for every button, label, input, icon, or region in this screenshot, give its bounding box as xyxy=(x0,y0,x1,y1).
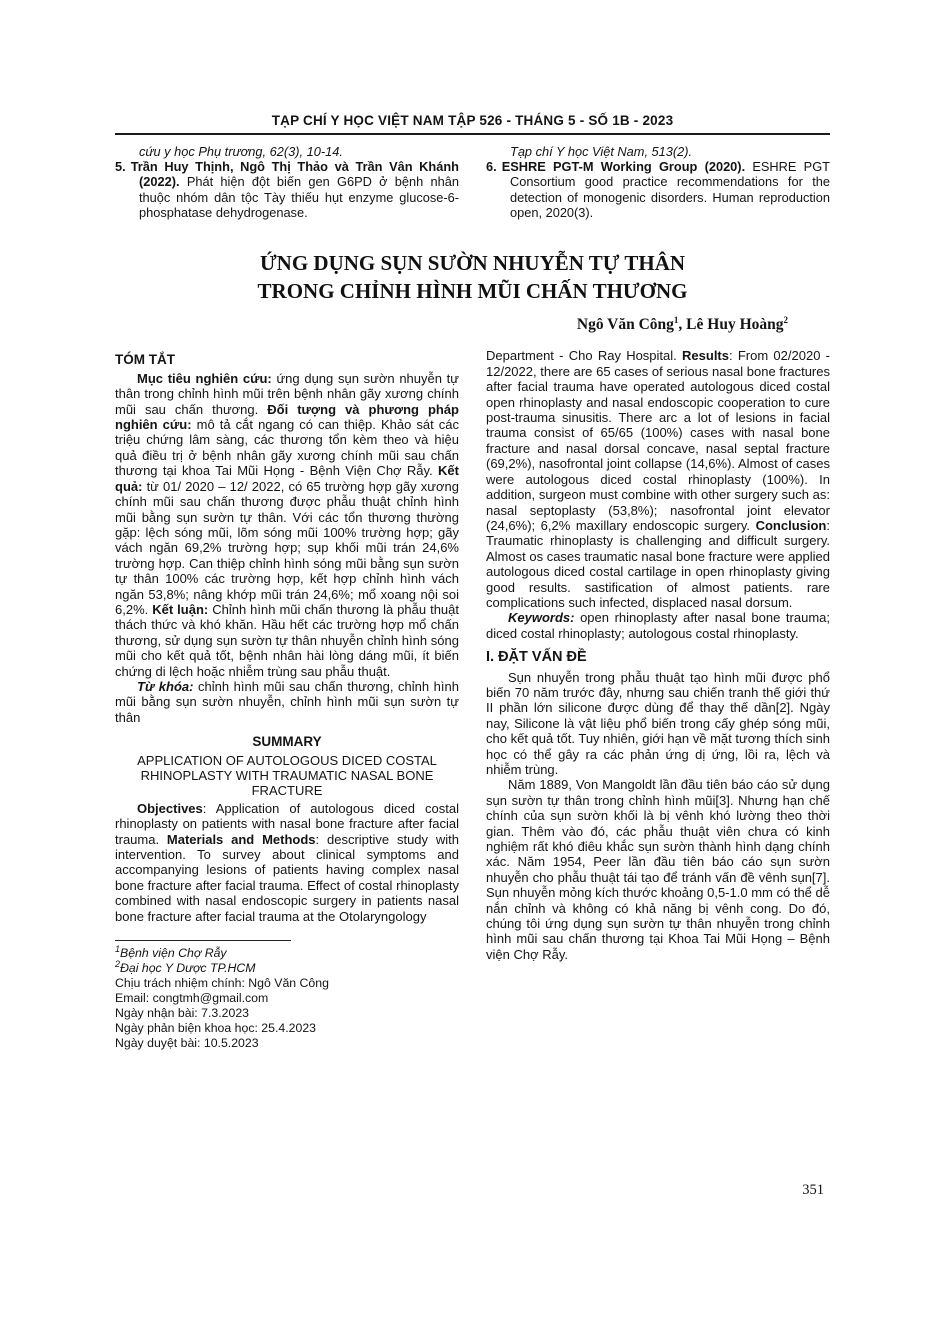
journal-running-head xyxy=(115,113,830,135)
article-title xyxy=(115,250,830,305)
summary-objectives-label: Objectives xyxy=(137,800,203,816)
introduction-heading: I. ĐẶT VẤN ĐỀ xyxy=(486,649,587,666)
footnote-affiliation-1 xyxy=(115,943,459,961)
keywords-label-en: Keywords: xyxy=(508,610,575,626)
article-title-line-2: TRONG CHỈNH HÌNH MŨI CHẤN THƯƠNG xyxy=(257,278,688,303)
footnote-email: Email: congtmh@gmail.com xyxy=(115,991,269,1006)
footnote-separator-rule xyxy=(115,940,291,941)
summary-english-title: APPLICATION OF AUTOLOGOUS DICED COSTAL RHINOPLASTY WITH TRAUMATIC NASAL BONE FRACTURE xyxy=(137,752,437,799)
abstract-methods-label: Đối tượng và phương pháp nghiên cứu: xyxy=(115,401,459,433)
abstract-methods-text: mô tả cắt ngang có can thiệp. Khảo sát các triệu chứng lâm sàng, các thương tổn kèm theo và hiệu quả điều trị ở bệnh nhân gãy xương chính mũi sau chấn thương tại khoa Tai Mũi Họng - Bệnh Viện Chợ Rẫy. xyxy=(115,417,460,479)
abstract-results-label: Kết quả: xyxy=(115,463,459,494)
abstract-conclusion-text: Chỉnh hình mũi chấn thương là phẫu thuật thách thức và khó khăn. Hầu hết các trường hợp mổ chấn thương, sử dụng sụn sườn tự thân nhuyễn chỉnh hình sóng mũi cho kết quả tốt, bệnh nhân hài lòng dáng mũi, ít biến chứng di lệch hoặc nhiễm trùng sau phẫu thuật. xyxy=(115,601,460,679)
summary-heading: SUMMARY xyxy=(252,734,322,750)
author-2-name: , Lê Huy Hoàng xyxy=(678,316,784,334)
article-title-line-1: ỨNG DỤNG SỤN SƯỜN NHUYỄN TỰ THÂN xyxy=(259,251,686,276)
references-right-column xyxy=(486,144,830,220)
abstract-paragraph-vi xyxy=(115,371,459,679)
footnote-date-accepted: Ngày duyệt bài: 10.5.2023 xyxy=(115,1036,259,1051)
reference-5-continuation: Tạp chí Y học Việt Nam, 513(2). xyxy=(510,144,693,159)
footnote-corresponding-author: Chịu trách nhiệm chính: Ngô Văn Công xyxy=(115,976,329,991)
abstract-results-text: từ 01/ 2020 – 12/ 2022, có 65 trường hợp gãy xương chính mũi sau chấn thương được phẫu thuật chỉnh hình mũi bằng sụn sườn tự thân. Với các tổn thương thường gặp: lệch sóng mũi, lõm sóng mũi 100% trường hợp; gãy vách ngăn 69,2% trường hợp; sụp khối mũi trán 24,6% trường hợp. Can thiệp chỉnh hình sóng mũi bằng sụn sườn tự thân 100% các trường hợp, kết hợp chỉnh hình vách ngăn 53,8%; nâng khớp mũi trán 24,6%; mổ xoang nội soi 6,2%. xyxy=(115,478,459,617)
footnote-date-received: Ngày nhận bài: 7.3.2023 xyxy=(115,1006,250,1021)
reference-6-authors: ESHRE PGT-M Working Group (2020). xyxy=(501,159,746,175)
summary-methods-text: : descriptive study with intervention. To survey about clinical symptoms and accompanying lesions of patients having complex nasal bone fracture after facial trauma. Effect of costal rhinoplasty combined with nasal endoscopic surgery in patients nasal bone fracture after facial trauma at the Otolaryngology xyxy=(115,831,460,924)
author-line xyxy=(115,316,830,334)
reference-4-continuation: cứu y học Phụ trương, 62(3), 10-14. xyxy=(139,144,343,159)
summary-conclusion-text: : Traumatic rhinoplasty is challenging and difficult surgery. Almost os cases traumatic nasal bone fracture were applied autologous diced costal cartilage in open rhinoplasty giving good results. sastification of almost patients. rare complications such infected, displaced nasal dorsum. xyxy=(486,517,830,610)
abstract-conclusion-label: Kết luận: xyxy=(152,601,209,617)
keywords-paragraph-vi xyxy=(115,679,459,725)
reference-5-number: 5. xyxy=(115,159,126,175)
footnote-block xyxy=(115,940,459,1051)
summary-paragraph-right xyxy=(486,348,830,610)
footnote-affiliation-2 xyxy=(115,958,459,976)
keywords-paragraph-en xyxy=(486,610,830,641)
keywords-label-vi: Từ khóa: xyxy=(137,678,194,694)
author-2-affiliation-mark: 2 xyxy=(783,315,788,326)
keywords-text-en: open rhinoplasty after nasal bone trauma; diced costal rhinoplasty; autologous costal rhinoplasty. xyxy=(486,610,830,641)
abstract-heading-vi: TÓM TẮT xyxy=(115,352,175,368)
footnote-affiliation-1-text: Bệnh viện Chợ Rẫy xyxy=(120,946,227,961)
summary-paragraph-left xyxy=(115,801,459,924)
right-column xyxy=(486,348,830,1051)
keywords-text-vi: chỉnh hình mũi sau chấn thương, chỉnh hình mũi bằng sụn sườn nhuyễn, chỉnh hình mũi sụn sườn tự thân xyxy=(115,678,459,725)
reference-item-5 xyxy=(115,159,459,220)
article-body xyxy=(115,348,830,1051)
page-number: 351 xyxy=(802,1182,824,1198)
introduction-paragraph-1: Sụn nhuyễn trong phẫu thuật tạo hình mũi được phổ biến 70 năm trước đây, nhưng sau chiến tranh thế giới thứ II phần lớn silicone được dùng để thay thế dần[2]. Ngày nay, Silicone là vật liệu phổ biến trong cấy ghép sóng mũi, cho kết quả tốt. Tuy nhiên, giới hạn về mặt tương thích sinh học có thể gây ra các phản ứng dị ứng, lồi ra, lệch và nhiễm trùng. xyxy=(486,669,830,778)
reference-6-text: ESHRE PGT Consortium good practice recommendations for the detection of monogenic disorders. Human reproduction open, 2020(3). xyxy=(510,159,830,220)
reference-5-text: Phát hiện đột biến gen G6PD ở bệnh nhân thuộc nhóm dân tộc Tày thiếu hụt enzyme glucose-6-phosphatase dehydrogenase. xyxy=(139,174,459,220)
footnote-affiliation-1-mark: 1 xyxy=(115,943,121,954)
footnote-date-reviewed: Ngày phản biện khoa học: 25.4.2023 xyxy=(115,1021,317,1036)
reference-item-6 xyxy=(486,159,830,220)
footnote-affiliation-2-text: Đại học Y Dược TP.HCM xyxy=(120,961,256,976)
summary-department-text: Department - Cho Ray Hospital. xyxy=(486,348,683,364)
references-left-column xyxy=(115,144,459,220)
author-1-affiliation-mark: 1 xyxy=(673,315,679,326)
summary-results-label: Results xyxy=(682,348,729,364)
footnote-affiliation-2-mark: 2 xyxy=(115,958,121,969)
references-section xyxy=(115,144,830,220)
reference-6-number: 6. xyxy=(486,159,497,175)
author-1-name: Ngô Văn Công xyxy=(576,316,674,334)
abstract-objective-label: Mục tiêu nghiên cứu: xyxy=(137,370,272,386)
summary-objectives-text: : Application of autologous diced costal rhinoplasty on patients with nasal bone fracture after facial trauma. xyxy=(115,800,459,847)
journal-header-title: TẠP CHÍ Y HỌC VIỆT NAM TẬP 526 - THÁNG 5 - SỐ 1B - 2023 xyxy=(271,113,674,128)
reference-5-authors: Trần Huy Thịnh, Ngô Thị Thảo và Trần Vân Khánh (2022). xyxy=(130,159,459,190)
left-column xyxy=(115,348,459,1051)
introduction-paragraph-2: Năm 1889, Von Mangoldt lần đầu tiên báo cáo sử dụng sụn sườn tự thân trong chỉnh hình mũi[3]. Nhưng hạn chế chính của sụn sườn khối là bị vênh khó lường theo thời gian. Thêm vào đó, các phẫu thuật viên chưa có kinh nghiệm rất khó điêu khắc sụn sườn thành hình dạng chính xác. Năm 1954, Peer lần đầu tiên báo cáo sụn sườn nhuyễn cho phẫu thuật tái tạo để tránh vấn đề vênh sụn[7]. Sụn nhuyễn mỏng kích thước khoảng 0,5-1.0 mm có thể dễ nắn chỉnh và không có khả năng bị vênh cong. Do đó, chúng tôi ứng dụng sụn sườn tự thân nhuyễn trong chỉnh hình mũi sau chấn thương tại Khoa Tai Mũi Họng – Bệnh viện Chợ Rẫy. xyxy=(486,777,830,962)
summary-results-text: : From 02/2020 - 12/2022, there are 65 cases of serious nasal bone fractures after facial trauma have operated autologous diced costal open rhinoplasty and nasal endoscopic cooperation to cure post-trauma sinusitis. There arc a lot of lesions in facial trauma consist of 65/65 (100%) cases with nasal bone fracture and nasal dorsal concave, nasal septal fracture (69,2%), nasofrontal joint collapse (14,6%). Almost of cases were autologous diced costal rhinoplasty (100%). In addition, surgeon must combine with other surgery such as: nasal septoplasty (53,8%); nasofrontal joint elevator (24,6%); 6,2% maxillary endoscopic surgery. xyxy=(486,348,830,533)
summary-methods-label: Materials and Methods xyxy=(166,831,316,847)
abstract-objective-text: ứng dụng sụn sườn nhuyễn tự thân trong chỉnh hình mũi trên bệnh nhân gãy xương chính mũi sau chấn thương. xyxy=(115,370,459,417)
summary-conclusion-label: Conclusion xyxy=(755,517,827,533)
